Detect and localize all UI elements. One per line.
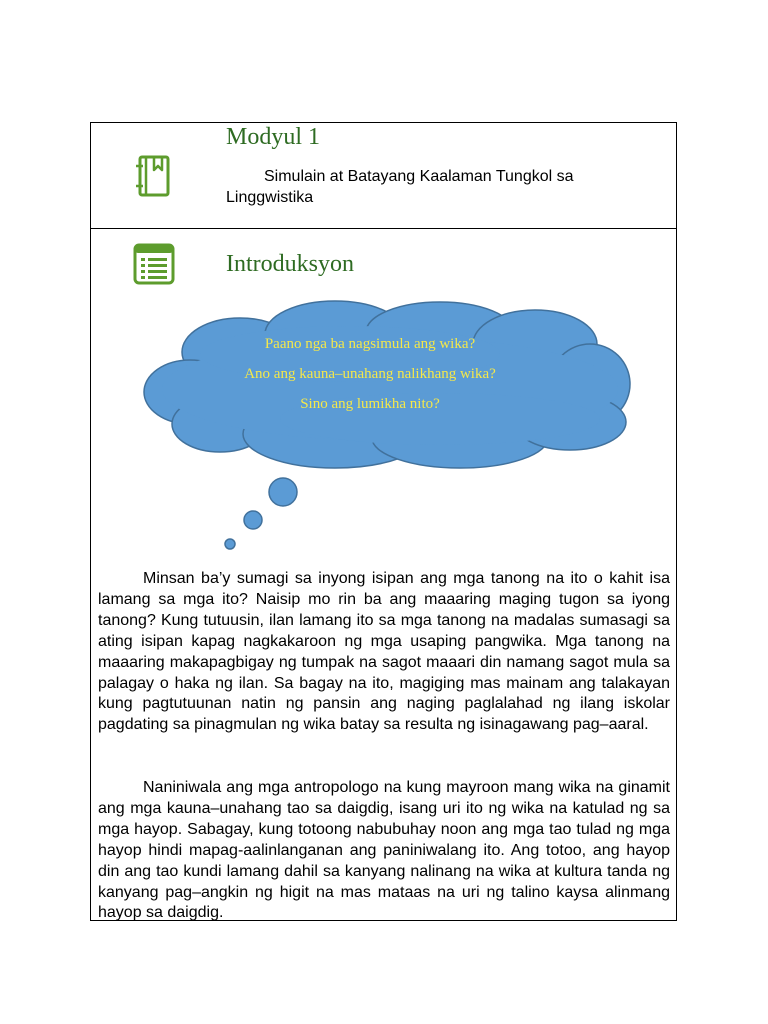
paragraph-1: Minsan ba’y sumagi sa inyong isipan ang mga tanong na ito o kahit isa lamang sa mga ito? Naisip mo rin ba ang maaaring maging tugon sa iyong tanong? Kung tutuusin, ilan lamang ito sa mga tanong na madalas sumasagi sa ating isipan kapag nagkakaroon ng mga usaping pangwika. Mga tanong na maaaring makapagbigay ng tumpak na sagot maaari din namang sagot mula sa palagay o haka ng ilan. Sa bagay na ito, magiging mas mainam ang talakayan kung pagtutuunan natin ng pansin ang naging paglalahad ng ilang iskolar pagdating sa pinagmulan ng wika batay sa resulta ng isinagawang pag–aaral. xyxy=(98,570,670,734)
module-subtitle: Simulain at Batayang Kaalaman Tungkol sa Linggwistika xyxy=(226,168,574,206)
book-icon xyxy=(134,154,174,198)
module-title: Modyul 1 xyxy=(226,124,321,150)
thought-bubble-large xyxy=(269,478,297,506)
cloud-question-3: Sino ang lumikha nito? xyxy=(300,396,440,412)
cloud-question-1: Paano nga ba nagsimula ang wika? xyxy=(264,336,476,352)
introduction-title: Introduksyon xyxy=(226,251,354,277)
document-list-icon xyxy=(133,243,175,285)
thought-bubble-small xyxy=(225,539,235,549)
section-divider xyxy=(90,228,677,229)
paragraph-2: Naniniwala ang mga antropologo na kung mayroon mang wika na ginamit ang mga kauna–unahang tao sa daigdig, isang uri ito ng wika na katulad ng sa mga hayop. Sabagay, kung totoong nabubuhay noon ang mga tao tulad ng mga hayop hindi mapag-aalinlanganan ang paniniwalang ito. Ang totoo, ang hayop din ang tao kundi lamang dahil sa kanyang nalinang na wika at kultura tanda ng kanyang pag–angkin ng higit na mas mataas na uri ng talino kaysa alinmang hayop sa daigdig. xyxy=(98,779,670,922)
cloud-question-2: Ano ang kauna–unahang nalikhang wika? xyxy=(244,366,496,382)
cloud-questions xyxy=(190,332,550,422)
thought-bubble-medium xyxy=(244,511,262,529)
